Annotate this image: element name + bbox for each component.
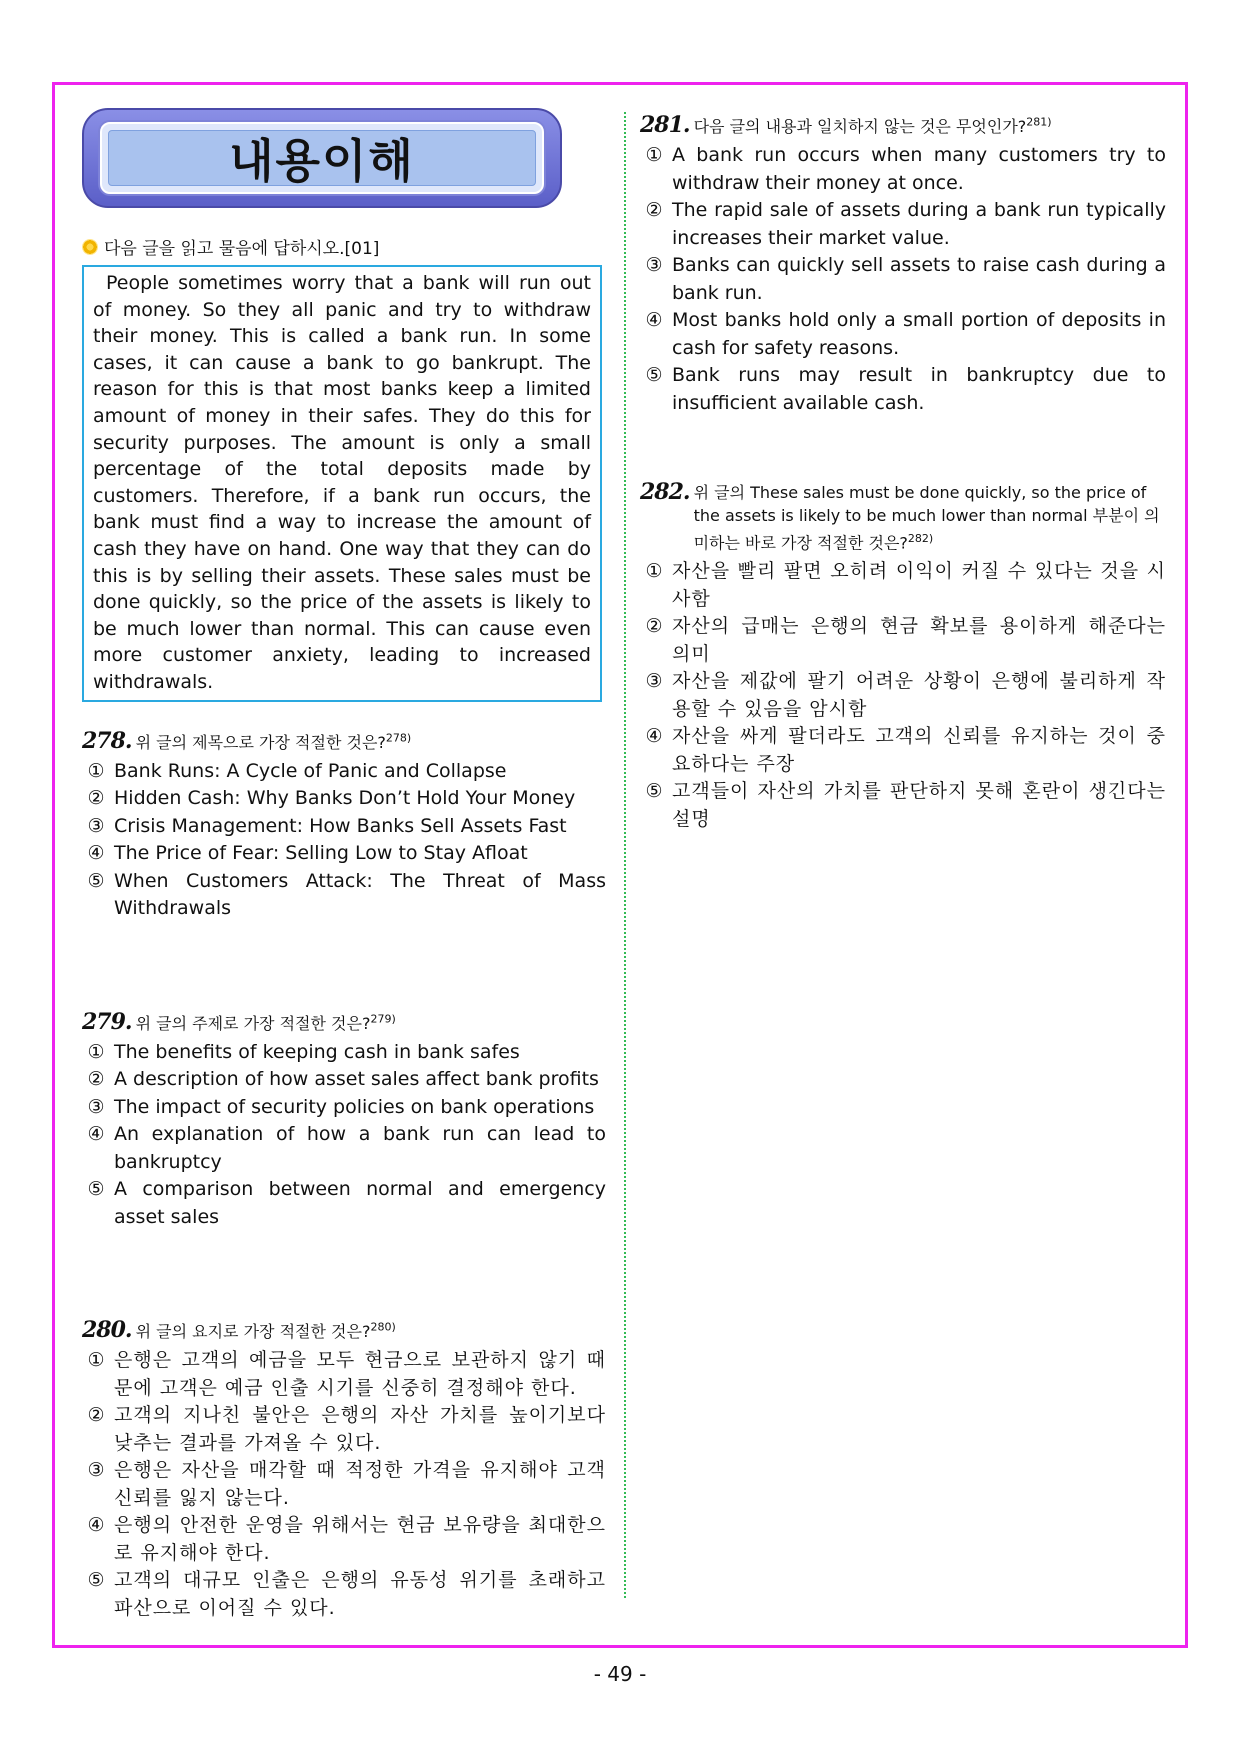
question-prompt: 위 글의 These sales must be done quickly, so the price of the assets is likely to be much lower than normal 부분이 의미하는 바로 가장 적절한 것은? [693, 483, 1160, 553]
question-282 [640, 479, 1166, 833]
option-4[interactable]: ④ An explanation of how a bank run can lead to bankruptcy [87, 1123, 606, 1173]
question-header [640, 112, 1166, 138]
question-number: 279. [82, 1008, 132, 1035]
footnote-ref: 279) [370, 1012, 396, 1026]
option-3[interactable]: ③ Crisis Management: How Banks Sell Assets Fast [87, 814, 567, 837]
option-3[interactable]: ③ 자산을 제값에 팔기 어려운 상황이 은행에 불리하게 작용할 수 있음을 암시함 [645, 670, 1166, 720]
option-5[interactable]: ⑤ A comparison between normal and emergency asset sales [87, 1178, 606, 1228]
option-5[interactable]: ⑤ When Customers Attack: The Threat of Mass Withdrawals [87, 869, 606, 919]
footnote-ref: 281) [1026, 115, 1052, 129]
question-278 [82, 728, 606, 923]
option-1[interactable]: ① Bank Runs: A Cycle of Panic and Collapse [87, 759, 507, 782]
column-divider [624, 112, 626, 1598]
right-column [640, 112, 1166, 833]
option-1[interactable]: ① A bank run occurs when many customers try to withdraw their money at once. [645, 144, 1166, 194]
option-2[interactable]: ② The rapid sale of assets during a bank run typically increases their market value. [645, 199, 1166, 249]
option-2[interactable]: ② 고객의 지나친 불안은 은행의 자산 가치를 높이기보다 낮추는 결과를 가져올 수 있다. [87, 1404, 606, 1454]
option-2[interactable]: ② 자산의 급매는 은행의 현금 확보를 용이하게 해준다는 의미 [645, 615, 1166, 665]
option-1[interactable]: ① 자산을 빨리 팔면 오히려 이익이 커질 수 있다는 것을 시사함 [645, 560, 1166, 610]
option-list [640, 558, 1166, 833]
option-5[interactable]: ⑤ Bank runs may result in bankruptcy due to insufficient available cash. [645, 364, 1166, 414]
question-number: 281. [640, 112, 690, 138]
option-4[interactable]: ④ The Price of Fear: Selling Low to Stay Afloat [87, 842, 528, 864]
question-number: 282. [640, 479, 690, 505]
option-2[interactable]: ② Hidden Cash: Why Banks Don’t Hold Your Money [87, 787, 576, 809]
section-banner [82, 108, 562, 208]
passage-box [82, 265, 602, 702]
question-header [82, 1317, 606, 1343]
question-number: 280. [82, 1317, 132, 1343]
instruction [82, 234, 606, 259]
page-number: - 49 - [593, 1662, 647, 1686]
option-5[interactable]: ⑤ 고객들이 자산의 가치를 판단하지 못해 혼란이 생긴다는 설명 [645, 780, 1166, 830]
question-prompt: 위 글의 요지로 가장 적절한 것은? [135, 1322, 371, 1341]
option-list [82, 1347, 606, 1622]
question-header [82, 1009, 606, 1035]
passage-text: People sometimes worry that a bank will run out of money. So they all panic and try to withdraw their money. This is called a bank run. In some cases, it can cause a bank to go bankrupt. The reason for this is that most banks keep a limited amount of money in their safes. They do this for security purposes. The amount is only a small percentage of the total deposits made by customers. Therefore, if a bank run occurs, the bank must find a way to increase the amount of cash they have on hand. One way that they can do this is by selling their assets. These sales must be done quickly, so the price of the assets is likely to be much lower than normal. This can cause even more customer anxiety, leading to increased withdrawals. [93, 272, 591, 693]
option-list [640, 142, 1166, 417]
option-list [82, 758, 606, 923]
section-title: 내용이해 [229, 134, 415, 188]
left-column [82, 108, 606, 1622]
footnote-ref: 282) [907, 532, 934, 545]
question-281 [640, 112, 1166, 417]
option-2[interactable]: ② A description of how asset sales affect bank profits [87, 1068, 599, 1090]
instruction-text: 다음 글을 읽고 물음에 답하시오.[01] [104, 239, 380, 259]
option-1[interactable]: ① 은행은 고객의 예금을 모두 현금으로 보관하지 않기 때문에 고객은 예금 인출 시기를 신중히 결정해야 한다. [87, 1349, 606, 1399]
option-5[interactable]: ⑤ 고객의 대규모 인출은 은행의 유동성 위기를 초래하고 파산으로 이어질 수 있다. [87, 1569, 606, 1619]
question-number: 278. [82, 727, 132, 754]
flower-icon [82, 239, 98, 255]
option-4[interactable]: ④ Most banks hold only a small portion of deposits in cash for safety reasons. [645, 309, 1166, 359]
footnote-ref: 280) [370, 1320, 396, 1334]
footnote-ref: 278) [385, 731, 412, 745]
question-280 [82, 1317, 606, 1622]
question-header [82, 728, 606, 754]
question-prompt: 위 글의 주제로 가장 적절한 것은? [135, 1013, 371, 1033]
question-prompt: 다음 글의 내용과 일치하지 않는 것은 무엇인가? [693, 117, 1027, 136]
option-1[interactable]: ① The benefits of keeping cash in bank safes [87, 1040, 520, 1063]
option-list [82, 1039, 606, 1232]
option-4[interactable]: ④ 은행의 안전한 운영을 위해서는 현금 보유량을 최대한으로 유지해야 한다. [87, 1514, 606, 1564]
question-prompt: 위 글의 제목으로 가장 적절한 것은? [135, 732, 386, 752]
option-3[interactable]: ③ The impact of security policies on bank operations [87, 1095, 595, 1118]
option-4[interactable]: ④ 자산을 싸게 팔더라도 고객의 신뢰를 유지하는 것이 중요하다는 주장 [645, 725, 1166, 775]
option-3[interactable]: ③ Banks can quickly sell assets to raise cash during a bank run. [645, 254, 1166, 304]
question-279 [82, 1009, 606, 1232]
question-header [640, 479, 1166, 554]
option-3[interactable]: ③ 은행은 자산을 매각할 때 적정한 가격을 유지해야 고객 신뢰를 잃지 않는다. [87, 1459, 606, 1509]
